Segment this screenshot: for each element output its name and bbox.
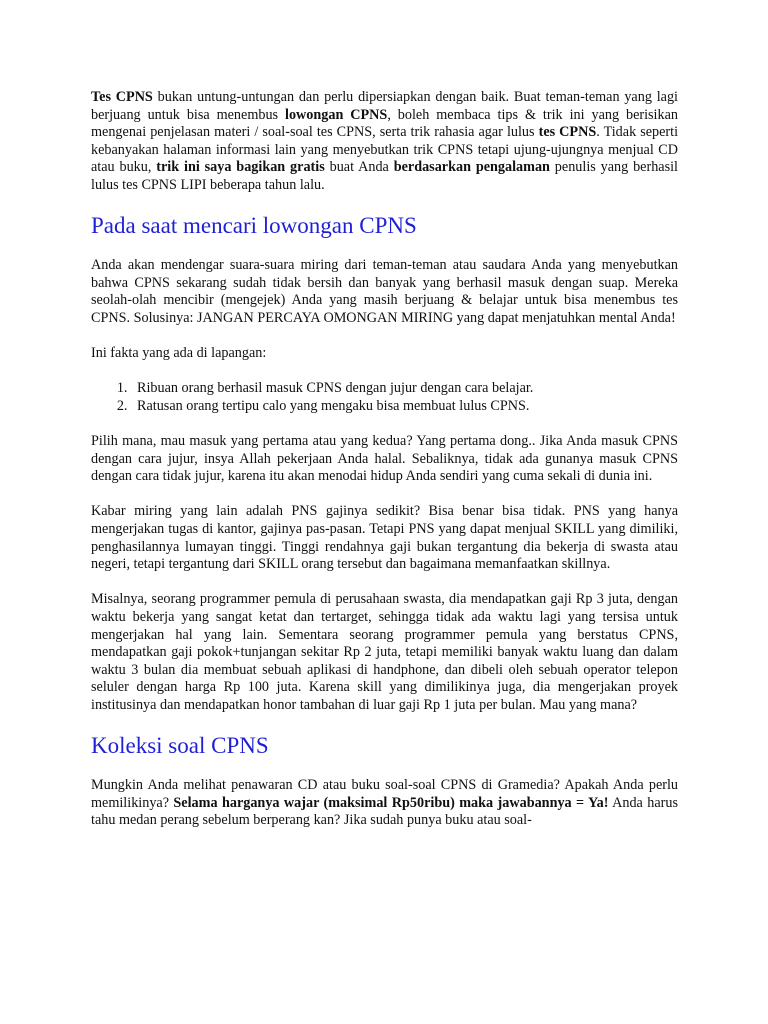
text: bukan untung-untungan dan perlu dipersiapkan dengan baik. Buat teman-teman yang lagi berjuang untuk bisa menembus — [91, 89, 678, 123]
bold-text: tes CPNS — [538, 124, 597, 141]
list-item: 2. Ratusan orang tertipu calo yang mengaku bisa membuat lulus CPNS. — [131, 398, 678, 416]
bold-text: lowongan CPNS — [285, 106, 388, 123]
text: Mungkin Anda melihat penawaran CD atau buku soal-soal CPNS di Gramedia? Apakah Anda perlu memilikinya? — [91, 777, 678, 811]
paragraph: Anda akan mendengar suara-suara miring dari teman-teman atau saudara Anda yang menyebutkan bahwa CPNS sekarang sudah tidak bersih dan banyak yang berhasil masuk dengan suap. Mereka seolah-olah mencibir (mengejek) Anda yang masih berjuang & belajar untuk bisa menembus tes CPNS. Solusinya: JANGAN PERCAYA OMONGAN MIRING yang dapat menjatuhkan mental Anda! — [91, 257, 678, 326]
text: . Tidak seperti kebanyakan halaman informasi lain yang menyebutkan trik CPNS tetapi ujung-ujungnya menjual CD atau buku, — [91, 124, 679, 176]
fact-list — [91, 380, 678, 415]
list-item: 1. Ribuan orang berhasil masuk CPNS dengan jujur dengan cara belajar. — [131, 380, 678, 398]
paragraph: Ini fakta yang ada di lapangan: — [91, 345, 267, 362]
text: buat Anda — [324, 159, 394, 176]
paragraph: Kabar miring yang lain adalah PNS gajinya sedikit? Bisa benar bisa tidak. PNS yang hanya mengerjakan tugas di kantor, gajinya pas-pasan. Tetapi PNS yang dapat menjual SKILL yang dimiliki, penghasilannya lumayan tinggi. Tinggi rendahnya gaji bukan tergantung dia bekerja di swasta atau negeri, tetapi tergantung dari SKILL orang tersebut dan bagaimana memanfaatkan skillnya. — [91, 503, 678, 573]
bold-text: Selama harganya wajar (maksimal Rp50ribu) maka jawabannya = Ya! — [173, 794, 609, 811]
text: penulis yang berhasil lulus tes CPNS LIPI beberapa tahun lalu. — [91, 159, 678, 193]
text: , boleh membaca tips & trik ini yang berisikan mengenai penjelasan materi / soal-soal tes CPNS, serta trik rahasia agar lulus — [91, 106, 678, 141]
bold-text: berdasarkan pengalaman — [393, 159, 550, 176]
article-body — [91, 89, 678, 848]
paragraph: Pilih mana, mau masuk yang pertama atau yang kedua? Yang pertama dong.. Jika Anda masuk CPNS dengan cara jujur, insya Allah pekerjaan Anda halal. Sebaliknya, tidak ada gunanya masuk CPNS dengan cara tidak jujur, karena itu akan menodai hidup Anda sendiri yang cuma sekali di dunia ini. — [91, 433, 678, 485]
section-heading-koleksi: Koleksi soal CPNS — [91, 733, 269, 759]
intro-paragraph — [91, 89, 678, 195]
bold-text: trik ini saya bagikan gratis — [156, 159, 325, 176]
bold-text: Tes CPNS — [91, 89, 153, 105]
paragraph: Misalnya, seorang programmer pemula di perusahaan swasta, dia mendapatkan gaji Rp 3 juta, dengan waktu bekerja yang sangat ketat dan tertarget, sehingga tidak ada waktu lagi yang tersisa untuk mengerjakan hal yang lain. Sementara seorang programmer pemula yang berstatus CPNS, mendapatkan gaji pokok+tunjangan sekitar Rp 2 juta, tetapi memiliki banyak waktu luang dan dalam waktu 3 bulan dia membuat sebuah aplikasi di handphone, dan dibeli oleh sebuah operator telepon seluler dengan harga Rp 100 juta. Karena skill yang dimilikinya juga, dia mengerjakan proyek institusinya dan mendapatkan honor tambahan di luar gaji Rp 1 juta per bulan. Mau yang mana? — [91, 591, 678, 713]
text: Anda harus tahu medan perang sebelum berperang kan? Jika sudah punya buku atau soal- — [91, 794, 678, 829]
paragraph — [91, 777, 678, 830]
section-heading-lowongan: Pada saat mencari lowongan CPNS — [91, 213, 417, 239]
